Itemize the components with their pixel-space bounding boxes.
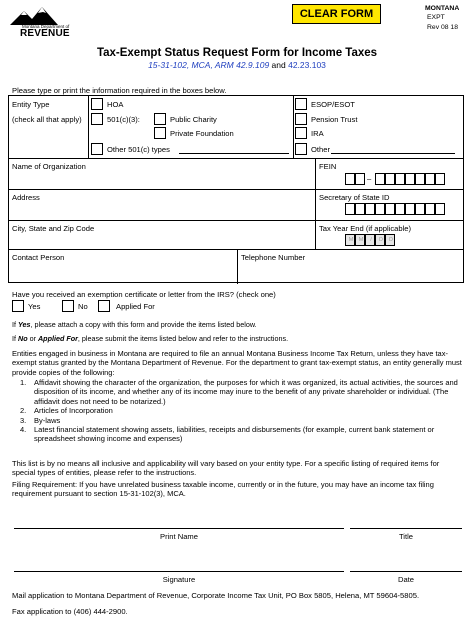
sos-id-digit[interactable] [415, 203, 425, 215]
citation-1: 15-31-102, MCA, ARM 42.9.109 [148, 60, 270, 70]
sos-id-digit[interactable] [425, 203, 435, 215]
date-placeholder: / [370, 237, 372, 243]
print-name-line[interactable] [14, 528, 344, 529]
address-label: Address [12, 193, 40, 202]
list-item [20, 416, 460, 425]
fein-digit[interactable] [355, 173, 365, 185]
501c3-label: 501(c)(3): [107, 115, 140, 124]
list-text: Latest financial statement showing assets, liabilities, receipts and disbursements (for example, current bank statement or spreadsheet showing income and expenses) [34, 425, 435, 444]
applicability-paragraph: This list is by no means all inclusive and applicability will vary based on your entity type. For a specific listing of required items for special types of entities, please refer to the instructions. [12, 459, 440, 478]
contact-label: Contact Person [12, 253, 65, 262]
title-line[interactable] [350, 528, 462, 529]
city-label: City, State and Zip Code [12, 224, 95, 233]
list-text: Articles of Incorporation [34, 406, 113, 416]
fein-digit[interactable] [415, 173, 425, 185]
fax-instructions: Fax application to (406) 444-2900. [12, 607, 128, 616]
title-label: Title [398, 532, 414, 541]
note-yes: Yes [18, 320, 31, 329]
note-applied: Applied For [37, 334, 78, 343]
entity-info-form [8, 95, 464, 283]
note-text: If [12, 320, 18, 329]
yes-note [12, 320, 257, 329]
date-placeholder: D [389, 237, 393, 243]
fein-digit[interactable] [375, 173, 385, 185]
pension-trust-checkbox[interactable] [295, 113, 307, 125]
yes-label: Yes [28, 302, 41, 311]
yes-checkbox[interactable] [12, 300, 24, 312]
logo-dept-text: Montana Department of [22, 24, 70, 29]
tax-year-end-day2[interactable] [385, 234, 395, 246]
fein-digit[interactable] [395, 173, 405, 185]
list-item [20, 425, 460, 444]
sos-id-digit[interactable] [385, 203, 395, 215]
print-name-label: Print Name [160, 532, 198, 541]
required-items-list [20, 378, 460, 444]
fein-digit[interactable] [345, 173, 355, 185]
private-foundation-label: Private Foundation [170, 129, 234, 138]
citation-and: and [269, 60, 289, 70]
form-instruction: Please type or print the information required in the boxes below. [12, 86, 227, 95]
revision-label: Rev 08 18 [427, 24, 458, 31]
phone-label: Telephone Number [241, 253, 306, 262]
list-item [20, 406, 460, 415]
signature-label: Signature [162, 575, 196, 584]
logo-name-text: REVENUE [20, 28, 70, 39]
note-text: If [12, 334, 18, 343]
mail-instructions: Mail application to Montana Department of Revenue, Corporate Income Tax Unit, PO Box 5805, Helena, MT 59604-5805. [12, 591, 420, 600]
private-foundation-checkbox[interactable] [154, 127, 166, 139]
list-text: By-laws [34, 415, 61, 425]
date-placeholder: M [358, 237, 364, 243]
other-501c-line[interactable] [179, 153, 289, 154]
no-note [12, 334, 288, 343]
date-placeholder: M [348, 237, 354, 243]
citation-2: 42.23.103 [288, 60, 326, 70]
pension-trust-label: Pension Trust [311, 115, 358, 124]
tax-year-end-label: Tax Year End (if applicable) [319, 224, 412, 233]
sos-id-digit[interactable] [435, 203, 445, 215]
sos-id-digit[interactable] [395, 203, 405, 215]
501c3-checkbox[interactable] [91, 113, 103, 125]
fein-digit[interactable] [405, 173, 415, 185]
sos-id-digit[interactable] [375, 203, 385, 215]
public-charity-checkbox[interactable] [154, 113, 166, 125]
list-number: 2. [20, 406, 27, 416]
list-number: 1. [20, 378, 27, 387]
no-checkbox[interactable] [62, 300, 74, 312]
sos-id-digit[interactable] [345, 203, 355, 215]
other-checkbox[interactable] [295, 143, 307, 155]
entity-type-hint: (check all that apply) [12, 115, 82, 124]
tax-year-end-month1[interactable] [345, 234, 355, 246]
fein-dash: – [367, 174, 372, 183]
note-no: No [18, 334, 28, 343]
list-item [20, 378, 460, 406]
form-code: EXPT [427, 14, 445, 21]
esop-checkbox[interactable] [295, 98, 307, 110]
other-501c-checkbox[interactable] [91, 143, 103, 155]
no-label: No [78, 302, 88, 311]
signature-line[interactable] [14, 571, 344, 572]
list-text: Affidavit showing the character of the organization, the purposes for which it was organized, its actual activities, the sources and disposition of its income, and whether any of its income may inure to the benefit of any private shareholder or individual. (The affidavit does not need to be notarized.) [34, 378, 458, 406]
public-charity-label: Public Charity [170, 115, 217, 124]
page-title: Tax-Exempt Status Request Form for Income Taxes [96, 47, 378, 59]
tax-year-end-month2[interactable] [355, 234, 365, 246]
ira-checkbox[interactable] [295, 127, 307, 139]
sos-id-digit[interactable] [405, 203, 415, 215]
fein-label: FEIN [319, 162, 337, 171]
list-number: 3. [20, 415, 27, 425]
other-501c-label: Other 501(c) types [107, 145, 170, 154]
other-line[interactable] [331, 153, 455, 154]
date-label: Date [397, 575, 415, 584]
other-label: Other [311, 145, 330, 154]
org-name-label: Name of Organization [12, 162, 86, 171]
hoa-checkbox[interactable] [91, 98, 103, 110]
ira-label: IRA [311, 129, 324, 138]
filing-requirement-paragraph: Filing Requirement: If you have unrelated business taxable income, currently or in the future, you may have an income tax filing requirement pursuant to section 15-31-102(3), MCA. [12, 480, 434, 499]
note-text: or [27, 334, 38, 343]
irs-question: Have you received an exemption certificate or letter from the IRS? (check one) [12, 290, 276, 299]
fein-digit[interactable] [435, 173, 445, 185]
date-line[interactable] [350, 571, 462, 572]
list-number: 4. [20, 425, 27, 435]
entity-type-label: Entity Type [12, 100, 50, 109]
state-label: MONTANA [425, 5, 460, 12]
tax-year-end-day1[interactable] [375, 234, 385, 246]
tax-year-end-separator [365, 234, 375, 246]
fein-digit[interactable] [425, 173, 435, 185]
page-subtitle [0, 60, 474, 70]
sos-id-label: Secretary of State ID [319, 193, 390, 202]
esop-label: ESOP/ESOT [311, 100, 355, 109]
fein-digit[interactable] [385, 173, 395, 185]
note-text: , please attach a copy with this form and provide the items listed below. [30, 320, 257, 329]
applied-for-label: Applied For [116, 302, 155, 311]
intro-paragraph: Entities engaged in business in Montana are required to file an annual Montana Business Income Tax Return, unless they have tax-exempt status granted by the Montana Department of Revenue. For the department to grant tax-exempt status, an entity generally must provide copies of the following: [12, 349, 462, 377]
applied-for-checkbox[interactable] [98, 300, 110, 312]
hoa-label: HOA [107, 100, 124, 109]
sos-id-digit[interactable] [355, 203, 365, 215]
note-text: , please submit the items listed below and refer to the instructions. [77, 334, 289, 343]
date-placeholder: D [379, 237, 383, 243]
clear-form-button[interactable]: CLEAR FORM [292, 4, 381, 24]
sos-id-digit[interactable] [365, 203, 375, 215]
